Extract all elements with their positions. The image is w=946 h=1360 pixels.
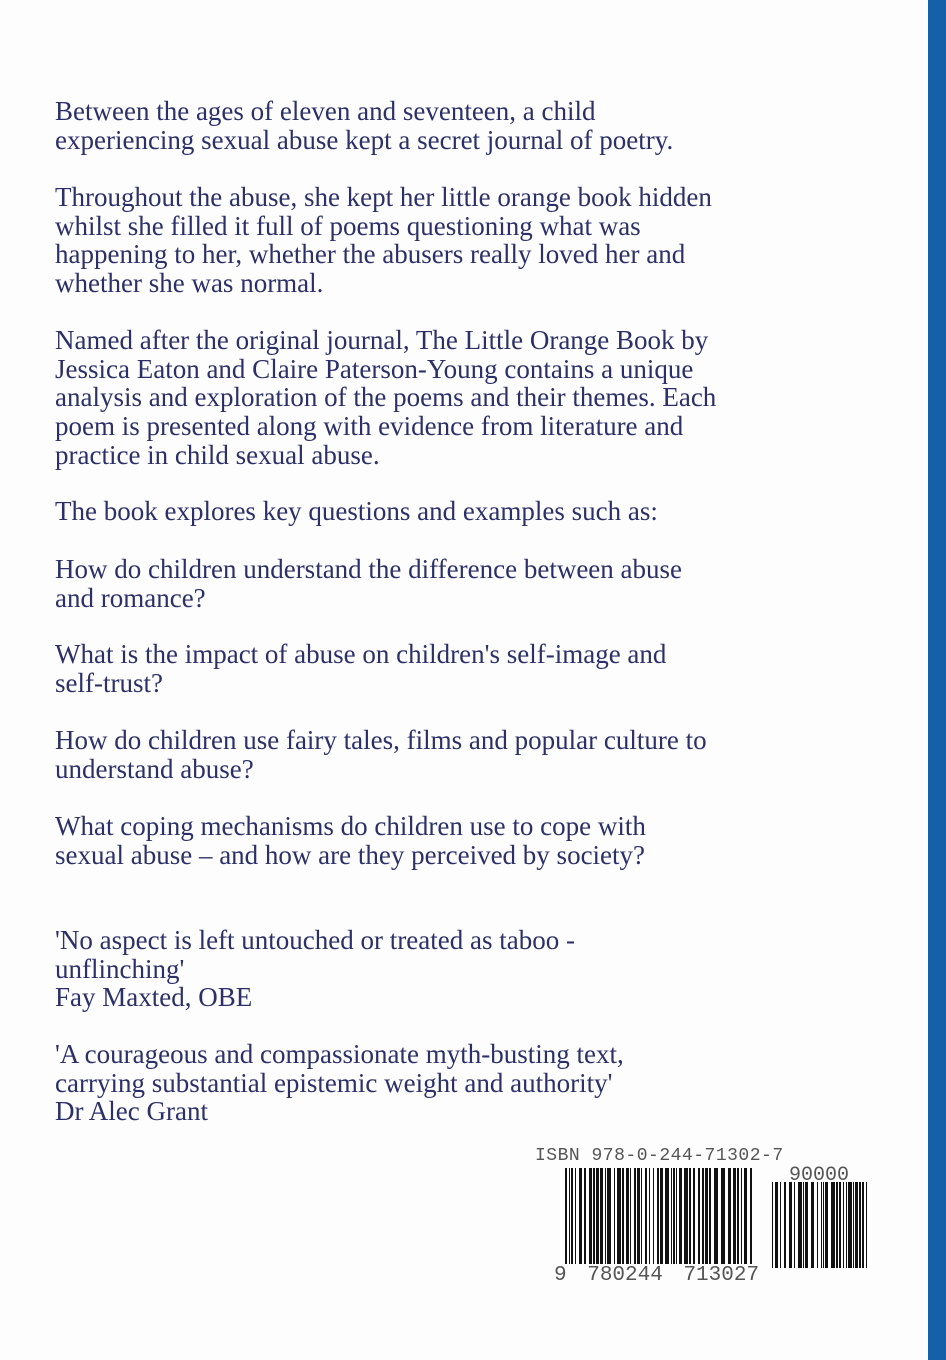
barcode-bar (775, 1182, 778, 1268)
barcode-bar (660, 1168, 663, 1276)
description-paragraph (55, 183, 712, 298)
barcode-bar (569, 1168, 570, 1276)
description-paragraph (55, 97, 673, 154)
barcode-bar (853, 1182, 854, 1268)
text-line: What coping mechanisms do children use to cope with (55, 811, 646, 841)
barcode-bar (565, 1168, 567, 1276)
barcode-bar (649, 1168, 650, 1264)
barcode-bar (805, 1182, 808, 1268)
barcode-bar (596, 1168, 599, 1264)
barcode-bar (721, 1168, 725, 1264)
text-line: Throughout the abuse, she kept her little orange book hidden (55, 182, 712, 212)
barcode-bar (836, 1182, 838, 1268)
barcode-bar (705, 1168, 708, 1264)
barcode-bar (684, 1168, 688, 1264)
barcode-bar (733, 1168, 736, 1264)
text-line: analysis and exploration of the poems and their themes. Each (55, 382, 717, 413)
barcode-bar (780, 1182, 781, 1268)
text-line: The book explores key questions and examples such as: (55, 496, 658, 526)
barcode-bar (634, 1168, 636, 1264)
barcode-bar (823, 1182, 824, 1268)
text-line: self-trust? (55, 667, 163, 698)
barcode-bar (689, 1168, 691, 1264)
barcode-bar (794, 1182, 795, 1268)
barcode-bar (772, 1182, 773, 1268)
barcode-bar (741, 1168, 742, 1264)
barcode-bar (571, 1168, 573, 1264)
barcode-bar (605, 1168, 606, 1264)
text-line: happening to her, whether the abusers really loved her and (55, 239, 686, 270)
barcode-bar (673, 1168, 675, 1264)
barcode-bar (728, 1168, 731, 1264)
barcode-bar (575, 1168, 576, 1264)
description-paragraph (55, 497, 658, 526)
barcode-bar (630, 1168, 631, 1264)
barcode-bar (714, 1168, 718, 1264)
text-line: Between the ages of eleven and seventeen, a child (55, 96, 596, 126)
text-line: 'No aspect is left untouched or treated as taboo - (55, 925, 575, 955)
barcode-bar (653, 1168, 654, 1264)
description-paragraph (55, 326, 716, 470)
text-line: What is the impact of abuse on children's self-image and (55, 639, 667, 669)
text-line: poem is presented along with evidence from literature and (55, 411, 684, 442)
barcode-bar (811, 1182, 814, 1268)
description-paragraph (55, 640, 666, 697)
text-line: Dr Alec Grant (55, 1096, 208, 1127)
text-line: carrying substantial epistemic weight and authority' (55, 1067, 613, 1098)
barcode-bar (784, 1182, 786, 1268)
barcode-bar (803, 1182, 804, 1268)
barcode-bar (676, 1168, 677, 1264)
barcode-bar (641, 1168, 642, 1264)
barcode-digits (553, 1264, 760, 1287)
text-line: 'A courageous and compassionate myth-busting text, (55, 1039, 624, 1069)
barcode-bar (750, 1168, 752, 1276)
barcode-bar (862, 1182, 864, 1268)
spine-color-strip (928, 0, 946, 1360)
barcode-bar (825, 1182, 828, 1268)
text-line: How do children understand the difference between abuse (55, 554, 683, 584)
text-line: Named after the original journal, The Little Orange Book by (55, 325, 709, 355)
barcode-bar (798, 1182, 802, 1268)
text-line: whether she was normal. (55, 268, 324, 299)
barcode-addon-number: 90000 (789, 1164, 850, 1187)
barcode-bar (665, 1168, 669, 1264)
barcode-bar (589, 1168, 592, 1264)
text-line: whilst she filled it full of poems questioning what was (55, 210, 641, 241)
barcode-bar (859, 1182, 861, 1268)
barcode-bar (593, 1168, 595, 1264)
barcode-bar (737, 1168, 739, 1264)
barcode-bar (702, 1168, 704, 1264)
barcode-bar (843, 1182, 844, 1268)
barcode-bar (584, 1168, 586, 1264)
text-line: experiencing sexual abuse kept a secret journal of poetry. (55, 124, 674, 155)
barcode-bar (607, 1168, 611, 1264)
barcode-bar (693, 1168, 695, 1264)
barcode-bar (657, 1168, 659, 1276)
barcode-bar (846, 1182, 847, 1268)
barcode-bar (866, 1182, 867, 1268)
barcode-digits-right: 713027 (683, 1264, 760, 1287)
review-quote (55, 1040, 624, 1126)
barcode-bar (614, 1168, 615, 1264)
barcode-bar (617, 1168, 621, 1264)
barcode-bar (744, 1168, 747, 1264)
barcode-bar (671, 1168, 672, 1264)
text-line: How do children use fairy tales, films and popular culture to (55, 725, 707, 755)
barcode-bar (839, 1182, 841, 1268)
barcode-bar (821, 1182, 822, 1268)
barcode-bar (622, 1168, 624, 1264)
barcode-bar (817, 1182, 818, 1268)
description-paragraph (55, 812, 646, 869)
barcode-bar (626, 1168, 629, 1264)
barcode-bar (679, 1168, 682, 1264)
barcode-bar (637, 1168, 640, 1264)
text-line: sexual abuse – and how are they perceived by society? (55, 839, 646, 870)
barcode-bar (848, 1182, 852, 1268)
text-line: unflinching' (55, 953, 185, 984)
description-paragraph (55, 726, 707, 783)
description-paragraph (55, 555, 682, 612)
barcode-bar (709, 1168, 711, 1264)
barcode-bar (698, 1168, 700, 1264)
barcode-bar (579, 1168, 582, 1264)
text-line: Jessica Eaton and Claire Paterson-Young contains a unique (55, 353, 694, 384)
text-line: understand abuse? (55, 753, 254, 784)
text-line: Fay Maxted, OBE (55, 982, 253, 1013)
barcode-bar (789, 1182, 792, 1268)
text-line: and romance? (55, 582, 206, 613)
text-line: practice in child sexual abuse. (55, 439, 380, 470)
barcode-bar (831, 1182, 835, 1268)
barcode-bar (600, 1168, 603, 1264)
review-quote (55, 926, 575, 1012)
barcode-digit-first: 9 (554, 1264, 567, 1287)
barcode-bar (645, 1168, 647, 1264)
barcode-digits-left: 780244 (587, 1264, 663, 1287)
isbn-label: ISBN 978-0-244-71302-7 (535, 1146, 784, 1166)
barcode-bar (855, 1182, 858, 1268)
